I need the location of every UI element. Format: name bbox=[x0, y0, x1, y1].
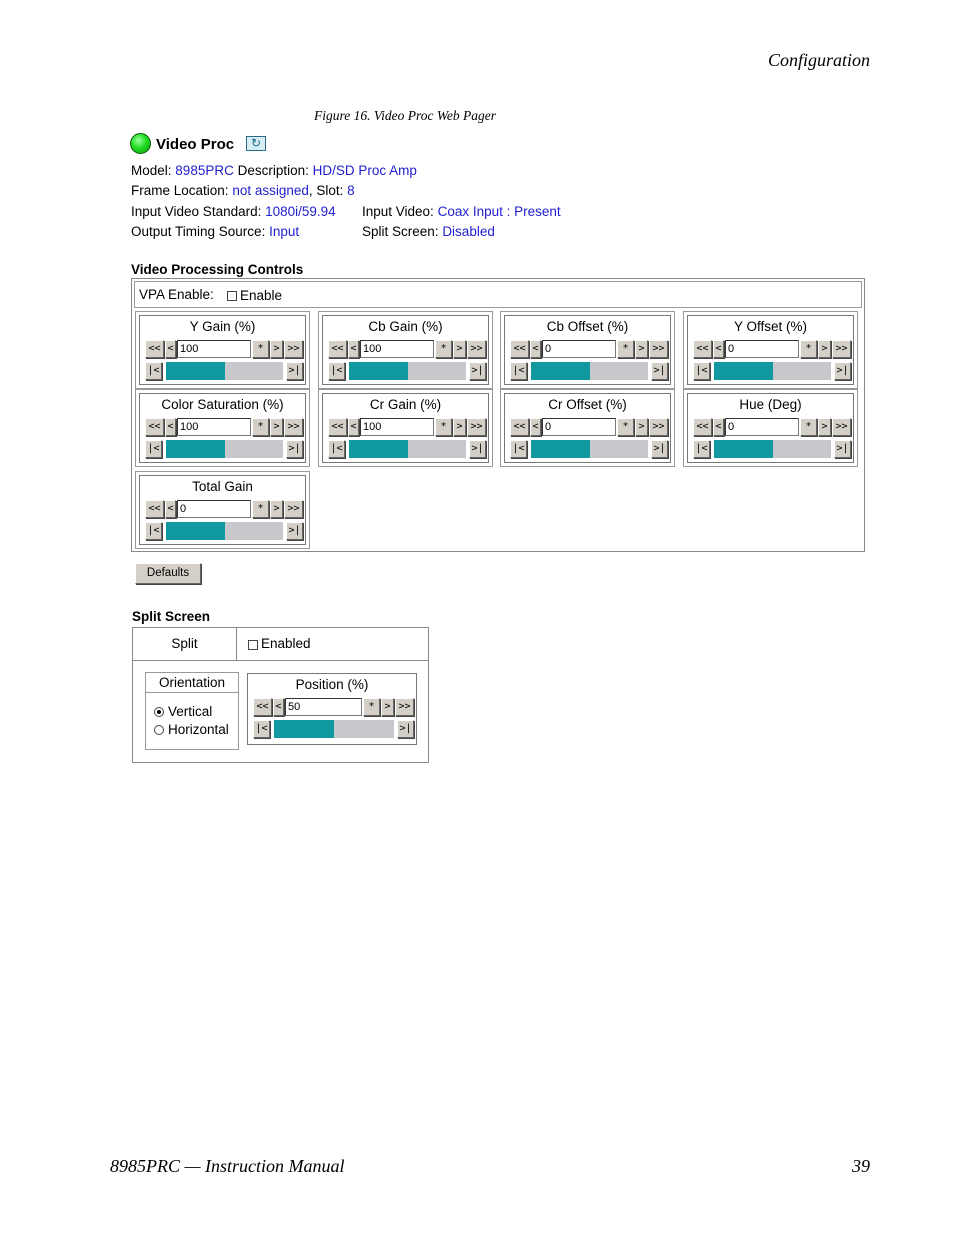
cr-offset-back-button[interactable]: < bbox=[530, 418, 541, 436]
output-timing-label: Output Timing Source: bbox=[131, 224, 266, 239]
cr-offset-min-button[interactable]: |< bbox=[510, 440, 527, 458]
y-offset-fast-forward-button[interactable]: >> bbox=[832, 340, 851, 358]
cb-offset-control bbox=[504, 315, 671, 385]
hue-star-button[interactable]: * bbox=[800, 418, 817, 436]
input-standard-value: 1080i/59.94 bbox=[265, 204, 336, 219]
split-section-title: Split Screen bbox=[132, 609, 211, 624]
hue-fast-forward-button[interactable]: >> bbox=[832, 418, 851, 436]
frame-location-label: Frame Location: bbox=[131, 183, 229, 198]
total-gain-star-button[interactable]: * bbox=[252, 500, 269, 518]
position-slider-fill bbox=[274, 720, 334, 738]
orientation-label: Orientation bbox=[158, 675, 226, 690]
split-screen-value: Disabled bbox=[442, 224, 495, 239]
cb-offset-slider-track[interactable] bbox=[531, 362, 648, 380]
cr-offset-star-button[interactable]: * bbox=[617, 418, 634, 436]
cr-offset-fast-back-button[interactable]: << bbox=[510, 418, 529, 436]
y-offset-label: Y Offset (%) bbox=[733, 319, 808, 334]
description-value: HD/SD Proc Amp bbox=[312, 163, 417, 178]
y-gain-back-button[interactable]: < bbox=[165, 340, 176, 358]
defaults-button[interactable]: Defaults bbox=[135, 563, 201, 584]
slot-label: , Slot: bbox=[308, 183, 344, 198]
total-gain-fast-forward-button[interactable]: >> bbox=[284, 500, 303, 518]
input-video-value: Coax Input : Present bbox=[437, 204, 561, 219]
vpa-enable-checkbox[interactable] bbox=[227, 291, 237, 301]
hue-fast-back-button[interactable]: << bbox=[693, 418, 712, 436]
orientation-vertical-label: Vertical bbox=[168, 704, 213, 719]
position-max-button[interactable]: >| bbox=[397, 720, 414, 738]
split-screen-line bbox=[362, 224, 495, 239]
vpa-enable-label: VPA Enable: bbox=[139, 287, 214, 302]
split-enabled-checkbox[interactable] bbox=[248, 640, 258, 650]
y-gain-max-button[interactable]: >| bbox=[286, 362, 303, 380]
position-fast-back-button[interactable]: << bbox=[253, 698, 272, 716]
model-value: 8985PRC bbox=[175, 163, 234, 178]
vpa-enable-row bbox=[134, 281, 862, 308]
y-gain-value-input[interactable]: 100 bbox=[177, 340, 251, 358]
color-saturation-fast-back-button[interactable]: << bbox=[145, 418, 164, 436]
color-saturation-label: Color Saturation (%) bbox=[161, 397, 284, 412]
cr-gain-max-button[interactable]: >| bbox=[469, 440, 486, 458]
y-gain-control bbox=[139, 315, 306, 385]
color-saturation-max-button[interactable]: >| bbox=[286, 440, 303, 458]
cb-offset-value-input[interactable]: 0 bbox=[542, 340, 616, 358]
cb-offset-star-button[interactable]: * bbox=[617, 340, 634, 358]
cb-gain-star-button[interactable]: * bbox=[435, 340, 452, 358]
position-label: Position (%) bbox=[295, 677, 369, 692]
hue-back-button[interactable]: < bbox=[713, 418, 724, 436]
output-timing-line bbox=[131, 224, 299, 239]
cb-gain-back-button[interactable]: < bbox=[348, 340, 359, 358]
hue-value-input[interactable]: 0 bbox=[725, 418, 799, 436]
cr-gain-forward-button[interactable]: > bbox=[453, 418, 466, 436]
y-gain-star-button[interactable]: * bbox=[252, 340, 269, 358]
color-saturation-forward-button[interactable]: > bbox=[270, 418, 283, 436]
hue-min-button[interactable]: |< bbox=[693, 440, 710, 458]
page-title: Video Proc bbox=[156, 136, 235, 153]
input-video-line bbox=[362, 204, 561, 219]
cb-offset-fast-forward-button[interactable]: >> bbox=[649, 340, 668, 358]
total-gain-max-button[interactable]: >| bbox=[286, 522, 303, 540]
footer-manual-title: 8985PRC — Instruction Manual bbox=[110, 1156, 345, 1176]
cr-gain-slider-track[interactable] bbox=[349, 440, 466, 458]
y-offset-min-button[interactable]: |< bbox=[693, 362, 710, 380]
split-divider bbox=[133, 660, 428, 661]
cb-gain-max-button[interactable]: >| bbox=[469, 362, 486, 380]
y-gain-fast-forward-button[interactable]: >> bbox=[284, 340, 303, 358]
status-led-icon bbox=[130, 133, 151, 154]
orientation-vertical-radio[interactable] bbox=[154, 707, 164, 717]
total-gain-back-button[interactable]: < bbox=[165, 500, 176, 518]
cr-offset-forward-button[interactable]: > bbox=[635, 418, 648, 436]
cr-offset-slider-track[interactable] bbox=[531, 440, 648, 458]
cb-offset-slider-fill bbox=[531, 362, 590, 380]
cr-offset-max-button[interactable]: >| bbox=[651, 440, 668, 458]
cr-gain-slider-fill bbox=[349, 440, 408, 458]
footer-page-number: 39 bbox=[852, 1156, 870, 1176]
y-offset-slider-fill bbox=[714, 362, 773, 380]
cb-offset-back-button[interactable]: < bbox=[530, 340, 541, 358]
split-enabled-label: Enabled bbox=[261, 636, 311, 651]
position-value-input[interactable]: 50 bbox=[285, 698, 362, 716]
cr-offset-fast-forward-button[interactable]: >> bbox=[649, 418, 668, 436]
color-saturation-fast-forward-button[interactable]: >> bbox=[284, 418, 303, 436]
y-gain-slider-track[interactable] bbox=[166, 362, 283, 380]
figure-caption: Figure 16. Video Proc Web Pager bbox=[314, 108, 496, 123]
hue-slider-fill bbox=[714, 440, 773, 458]
input-video-label: Input Video: bbox=[362, 204, 434, 219]
cr-offset-slider-fill bbox=[531, 440, 590, 458]
position-min-button[interactable]: |< bbox=[253, 720, 270, 738]
model-label: Model: bbox=[131, 163, 172, 178]
cb-gain-slider-track[interactable] bbox=[349, 362, 466, 380]
color-saturation-min-button[interactable]: |< bbox=[145, 440, 162, 458]
split-label: Split bbox=[171, 636, 198, 651]
orientation-divider bbox=[145, 692, 239, 693]
cb-offset-fast-back-button[interactable]: << bbox=[510, 340, 529, 358]
slot-value: 8 bbox=[347, 183, 355, 198]
input-standard-label: Input Video Standard: bbox=[131, 204, 262, 219]
vpc-section-title: Video Processing Controls bbox=[131, 262, 304, 277]
y-offset-fast-back-button[interactable]: << bbox=[693, 340, 712, 358]
cb-offset-forward-button[interactable]: > bbox=[635, 340, 648, 358]
cb-gain-forward-button[interactable]: > bbox=[453, 340, 466, 358]
color-saturation-slider-fill bbox=[166, 440, 225, 458]
cr-offset-value-input[interactable]: 0 bbox=[542, 418, 616, 436]
hue-control bbox=[687, 393, 854, 463]
position-control bbox=[247, 673, 417, 745]
total-gain-slider-fill bbox=[166, 522, 225, 540]
cb-offset-label: Cb Offset (%) bbox=[546, 319, 629, 334]
split-screen-label: Split Screen: bbox=[362, 224, 439, 239]
hue-label: Hue (Deg) bbox=[739, 397, 802, 412]
color-saturation-star-button[interactable]: * bbox=[252, 418, 269, 436]
y-offset-max-button[interactable]: >| bbox=[834, 362, 851, 380]
cr-gain-control bbox=[322, 393, 489, 463]
y-gain-forward-button[interactable]: > bbox=[270, 340, 283, 358]
cb-gain-fast-forward-button[interactable]: >> bbox=[467, 340, 486, 358]
position-forward-button[interactable]: > bbox=[381, 698, 394, 716]
total-gain-value-input[interactable]: 0 bbox=[177, 500, 251, 518]
cb-offset-min-button[interactable]: |< bbox=[510, 362, 527, 380]
orientation-horizontal-label: Horizontal bbox=[168, 722, 229, 737]
y-offset-slider-track[interactable] bbox=[714, 362, 831, 380]
output-timing-value: Input bbox=[269, 224, 300, 239]
split-vertical-divider bbox=[236, 628, 237, 660]
y-gain-fast-back-button[interactable]: << bbox=[145, 340, 164, 358]
color-saturation-value-input[interactable]: 100 bbox=[177, 418, 251, 436]
total-gain-label: Total Gain bbox=[192, 479, 253, 494]
color-saturation-back-button[interactable]: < bbox=[165, 418, 176, 436]
orientation-horizontal-radio[interactable] bbox=[154, 725, 164, 735]
y-gain-min-button[interactable]: |< bbox=[145, 362, 162, 380]
y-gain-slider-fill bbox=[166, 362, 225, 380]
y-offset-forward-button[interactable]: > bbox=[818, 340, 831, 358]
cb-gain-control bbox=[322, 315, 489, 385]
position-fast-forward-button[interactable]: >> bbox=[395, 698, 414, 716]
cb-gain-slider-fill bbox=[349, 362, 408, 380]
cb-offset-max-button[interactable]: >| bbox=[651, 362, 668, 380]
total-gain-slider-track[interactable] bbox=[166, 522, 283, 540]
model-line bbox=[131, 163, 417, 178]
cb-gain-label: Cb Gain (%) bbox=[368, 319, 443, 334]
position-back-button[interactable]: < bbox=[273, 698, 284, 716]
y-offset-control bbox=[687, 315, 854, 385]
vpa-enable-checkbox-label: Enable bbox=[240, 288, 283, 303]
total-gain-control bbox=[139, 475, 306, 545]
cb-gain-value-input[interactable]: 100 bbox=[360, 340, 434, 358]
position-star-button[interactable]: * bbox=[363, 698, 380, 716]
y-gain-label: Y Gain (%) bbox=[189, 319, 256, 334]
color-saturation-slider-track[interactable] bbox=[166, 440, 283, 458]
color-saturation-control bbox=[139, 393, 306, 463]
hue-max-button[interactable]: >| bbox=[834, 440, 851, 458]
total-gain-forward-button[interactable]: > bbox=[270, 500, 283, 518]
cr-offset-label: Cr Offset (%) bbox=[548, 397, 627, 412]
input-standard-line bbox=[131, 204, 336, 219]
y-offset-value-input[interactable]: 0 bbox=[725, 340, 799, 358]
cr-gain-min-button[interactable]: |< bbox=[328, 440, 345, 458]
y-offset-back-button[interactable]: < bbox=[713, 340, 724, 358]
description-label: Description: bbox=[237, 163, 309, 178]
cr-gain-value-input[interactable]: 100 bbox=[360, 418, 434, 436]
hue-slider-track[interactable] bbox=[714, 440, 831, 458]
running-head: Configuration bbox=[767, 50, 870, 70]
y-offset-star-button[interactable]: * bbox=[800, 340, 817, 358]
cb-gain-fast-back-button[interactable]: << bbox=[328, 340, 347, 358]
total-gain-min-button[interactable]: |< bbox=[145, 522, 162, 540]
frame-location-line bbox=[131, 183, 355, 198]
cr-gain-back-button[interactable]: < bbox=[348, 418, 359, 436]
total-gain-fast-back-button[interactable]: << bbox=[145, 500, 164, 518]
hue-forward-button[interactable]: > bbox=[818, 418, 831, 436]
frame-location-value[interactable]: not assigned bbox=[232, 183, 309, 198]
cr-gain-label: Cr Gain (%) bbox=[369, 397, 442, 412]
cr-gain-star-button[interactable]: * bbox=[435, 418, 452, 436]
cr-gain-fast-forward-button[interactable]: >> bbox=[467, 418, 486, 436]
cr-offset-control bbox=[504, 393, 671, 463]
cr-gain-fast-back-button[interactable]: << bbox=[328, 418, 347, 436]
position-slider-track[interactable] bbox=[274, 720, 394, 738]
cb-gain-min-button[interactable]: |< bbox=[328, 362, 345, 380]
refresh-icon[interactable]: ↻ bbox=[246, 136, 266, 151]
